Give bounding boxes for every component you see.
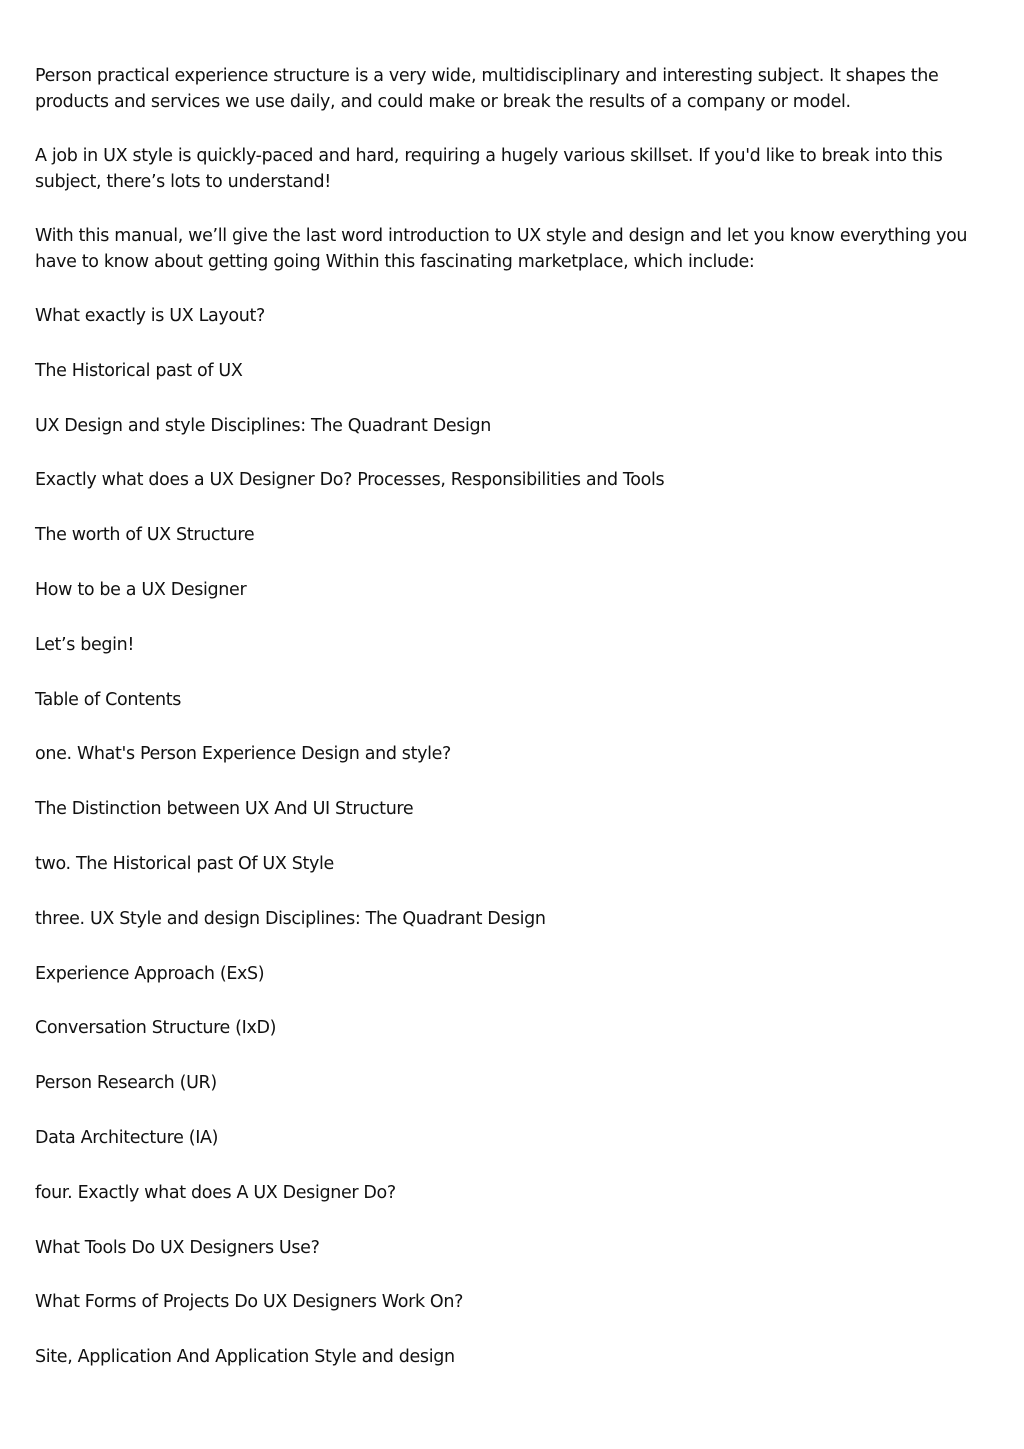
topic-item: Exactly what does a UX Designer Do? Processes, Responsibilities and Tools (35, 470, 665, 491)
topic-item: The worth of UX Structure (35, 525, 255, 546)
topic-item: The Historical past of UX (35, 360, 243, 381)
intro-paragraph-2: A job in UX style is quickly-paced and hard, requiring a hugely various skillset. If you'd like to break into this subject, there’s lots to understand! (35, 146, 943, 192)
closing-line: Let’s begin! (35, 634, 135, 655)
topic-item: UX Design and style Disciplines: The Quadrant Design (35, 415, 492, 436)
document-page (35, 63, 975, 1399)
intro-paragraph-1: Person practical experience structure is a very wide, multidisciplinary and interesting subject. It shapes the products and services we use daily, and could make or break the results of a company or model. (35, 66, 939, 112)
toc-item: Conversation Structure (IxD) (35, 1018, 277, 1039)
toc-heading: Table of Contents (35, 689, 182, 710)
toc-item: two. The Historical past Of UX Style (35, 853, 334, 874)
toc-item: one. What's Person Experience Design and style? (35, 744, 451, 765)
toc-item: What Tools Do UX Designers Use? (35, 1237, 320, 1258)
toc-item: Experience Approach (ExS) (35, 963, 265, 984)
toc-item: three. UX Style and design Disciplines: The Quadrant Design (35, 908, 546, 929)
intro-paragraph-3: With this manual, we’ll give the last word introduction to UX style and design and let you know everything you have to know about getting going Within this fascinating marketplace, which include: (35, 226, 968, 272)
toc-item: Data Architecture (IA) (35, 1127, 219, 1148)
toc-item: Person Research (UR) (35, 1073, 217, 1094)
toc-item: The Distinction between UX And UI Structure (35, 799, 414, 820)
topic-item: How to be a UX Designer (35, 579, 247, 600)
toc-item: Site, Application And Application Style and design (35, 1347, 455, 1368)
toc-item: What Forms of Projects Do UX Designers Work On? (35, 1292, 464, 1313)
topic-item: What exactly is UX Layout? (35, 306, 265, 326)
toc-item: four. Exactly what does A UX Designer Do? (35, 1182, 396, 1203)
